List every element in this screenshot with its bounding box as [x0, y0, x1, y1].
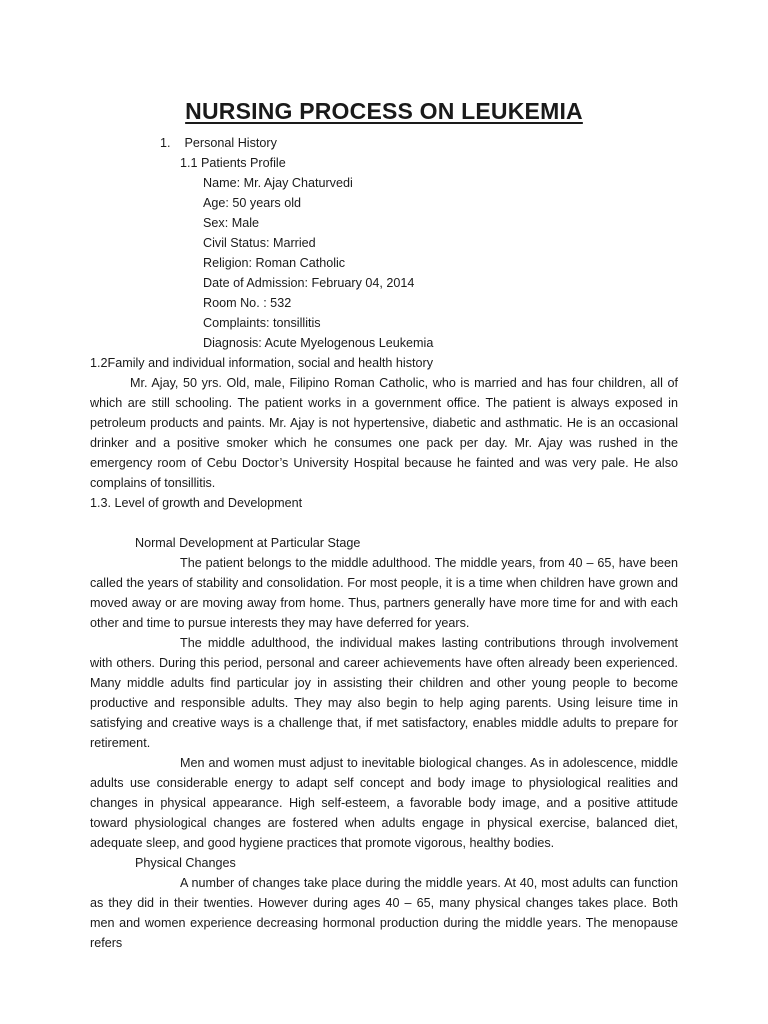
paragraph-family-history — [90, 373, 678, 493]
profile-field-religion: Religion: Roman Catholic — [203, 256, 346, 270]
paragraph-text: The middle adulthood, the individual makes lasting contributions through involvement with others. During this period, personal and career achievements have often already been experienced. Many middle adults find particular joy in assisting their children and other young people to become productive and responsible adults. They may also begin to help aging parents. Using leisure time in satisfying and creative ways is a challenge that, if met satisfactory, enables middle adults to prepare for retirement. — [90, 636, 678, 750]
profile-field-complaints: Complaints: tonsillitis — [203, 316, 321, 330]
spacer — [90, 513, 678, 533]
paragraph-text: A number of changes take place during the middle years. At 40, most adults can function as they did in their twenties. However during ages 40 – 65, many physical changes takes place. Both men and women experience decreasing hormonal production during the middle years. The menopause refers — [90, 876, 678, 950]
section-heading-family-info: 1.2Family and individual information, social and health history — [90, 356, 434, 370]
subheading-normal-development: Normal Development at Particular Stage — [135, 536, 361, 550]
subsection-heading-patients-profile: 1.1 Patients Profile — [180, 156, 286, 170]
profile-field-civil-status: Civil Status: Married — [203, 236, 316, 250]
profile-field-name: Name: Mr. Ajay Chaturvedi — [203, 176, 353, 190]
paragraph-physical-changes — [90, 873, 678, 953]
paragraph-text: Men and women must adjust to inevitable biological changes. As in adolescence, middle adults use considerable energy to adapt self concept and body image to physiological realities and changes in physical appearance. High self-esteem, a favorable body image, and a positive attitude toward physiological changes are fostered when adults engage in physical exercise, balanced diet, adequate sleep, and good hygiene practices that promote vigorous, healthy bodies. — [90, 756, 678, 850]
document-title: NURSING PROCESS ON LEUKEMIA — [185, 98, 583, 124]
profile-field-room-no: Room No. : 532 — [203, 296, 292, 310]
profile-field-diagnosis: Diagnosis: Acute Myelogenous Leukemia — [203, 336, 434, 350]
section-heading-growth-development: 1.3. Level of growth and Development — [90, 496, 303, 510]
profile-field-age: Age: 50 years old — [203, 196, 302, 210]
document-body — [90, 133, 678, 953]
subheading-physical-changes: Physical Changes — [135, 856, 236, 870]
profile-field-admission-date: Date of Admission: February 04, 2014 — [203, 276, 415, 290]
profile-field-sex: Sex: Male — [203, 216, 259, 230]
section-heading-personal-history: 1. Personal History — [160, 136, 277, 150]
paragraph-text: The patient belongs to the middle adulthood. The middle years, from 40 – 65, have been called the years of stability and consolidation. For most people, it is a time when children have grown and moved away or are moving away from home. Thus, partners generally have more time for and with each other and time to pursue interests they may have deferred for years. — [90, 556, 678, 630]
paragraph-text: Mr. Ajay, 50 yrs. Old, male, Filipino Roman Catholic, who is married and has four children, all of which are still schooling. The patient works in a government office. The patient is always exposed in petroleum products and paints. Mr. Ajay is not hypertensive, diabetic and asthmatic. He is an occasional drinker and a positive smoker which he consumes one pack per day. Mr. Ajay was rushed in the emergency room of Cebu Doctor’s University Hospital because he fainted and was very pale. He also complains of tonsillitis. — [90, 376, 678, 490]
paragraph-middle-adulthood — [90, 553, 678, 853]
